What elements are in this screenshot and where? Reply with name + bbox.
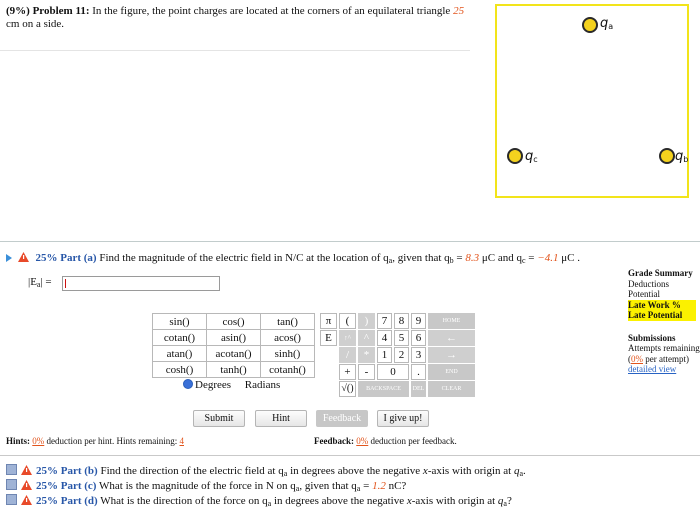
hints-label: Hints:	[6, 436, 31, 446]
part-a-text: Find the magnitude of the electric field in N/C at the location of q	[99, 252, 389, 264]
part-a-label: 25% Part (a)	[35, 252, 97, 264]
charge-b-marker	[659, 148, 675, 164]
part-divider	[0, 241, 700, 242]
key-7[interactable]: 7	[377, 313, 392, 329]
part-b-text: Find the direction of the electric field at q	[100, 465, 284, 477]
grade-sidebar	[628, 268, 700, 375]
book-icon	[6, 464, 17, 475]
late-potential-label: Late Potential	[628, 310, 696, 321]
part-c-question[interactable]: 25% Part (c) What is the magnitude of the force in N on $q_a$, given that $q_a = 1.2$ nC?	[6, 479, 406, 493]
problem-text: In the figure, the point charges are located at the corners of an equilateral triangle	[92, 5, 451, 17]
key-3[interactable]: 3	[411, 347, 426, 363]
key-pi[interactable]: π	[320, 313, 337, 329]
hint-button[interactable]: Hint	[255, 410, 307, 427]
func-acotan[interactable]: acotan()	[207, 346, 261, 362]
part-d-question[interactable]: 25% Part (d) What is the direction of the force on $q_a$ in degrees above the negative x-axis with origin at $q_a$?	[6, 494, 512, 508]
header-divider	[0, 50, 470, 51]
key-end[interactable]: END	[428, 364, 475, 380]
func-acos[interactable]: acos()	[261, 330, 315, 346]
key-0[interactable]: 0	[377, 364, 409, 380]
charge-c-label: qc	[525, 149, 538, 164]
late-work-label: Late Work %	[628, 300, 696, 311]
key-6[interactable]: 6	[411, 330, 426, 346]
part-b-label: 25% Part (b)	[36, 465, 98, 477]
key-home[interactable]: HOME	[428, 313, 475, 329]
func-cotanh[interactable]: cotanh()	[261, 362, 315, 378]
eq-sign: =	[453, 252, 466, 264]
sub-b: b	[449, 256, 454, 265]
hints-text: deduction per hint. Hints remaining:	[46, 436, 178, 446]
book-icon	[6, 479, 17, 490]
qa-value: 1.2	[372, 480, 386, 492]
side-value: 25	[453, 5, 465, 17]
warning-icon	[21, 465, 32, 475]
potential-label: Potential	[628, 289, 660, 299]
key-multiply[interactable]: *	[358, 347, 375, 363]
key-divide[interactable]: /	[339, 347, 356, 363]
func-cotan[interactable]: cotan()	[153, 330, 207, 346]
func-asin[interactable]: asin()	[207, 330, 261, 346]
func-cos[interactable]: cos()	[207, 314, 261, 330]
degrees-label: Degrees	[195, 379, 232, 391]
deductions-label: Deductions	[628, 278, 669, 289]
hints-pct: 0%	[32, 436, 45, 446]
qb-value: 8.3	[465, 252, 480, 264]
part-d-label: 25% Part (d)	[36, 495, 98, 507]
func-cosh[interactable]: cosh()	[153, 362, 207, 378]
key-del[interactable]: DEL	[411, 381, 426, 397]
key-4[interactable]: 4	[377, 330, 392, 346]
func-atan[interactable]: atan()	[153, 346, 207, 362]
part-a-question	[6, 252, 580, 265]
detailed-view-link[interactable]: detailed view	[628, 364, 677, 374]
qc-value: −4.1	[537, 252, 559, 264]
key-sqrt[interactable]: √()	[339, 381, 356, 397]
hints-remaining: 4	[179, 436, 184, 446]
key-rparen[interactable]: )	[358, 313, 375, 329]
part-c-label: 25% Part (c)	[36, 480, 97, 492]
func-sin[interactable]: sin()	[153, 314, 207, 330]
warning-icon	[18, 252, 29, 262]
sub-a: a	[388, 256, 393, 265]
key-left-arrow[interactable]: ←	[428, 330, 475, 346]
submissions-title: Submissions	[628, 332, 676, 343]
charge-a-label: qa	[600, 16, 614, 31]
problem-statement	[6, 5, 476, 31]
key-dot[interactable]: .	[411, 364, 426, 380]
key-backspace[interactable]: BACKSPACE	[358, 381, 409, 397]
answer-label: $|E_a|$ =	[28, 276, 52, 289]
radians-label[interactable]: Radians	[244, 379, 281, 391]
attempts-label: Attempts remaining	[628, 343, 700, 353]
key-clear[interactable]: CLEAR	[428, 381, 475, 397]
part-b-question[interactable]: 25% Part (b) Find the direction of the electric field at $q_a$ in degrees above the negative x-axis with origin at $q_a$.	[6, 464, 526, 478]
part-d-text: What is the direction of the force on q	[100, 495, 268, 507]
warning-icon	[21, 495, 32, 505]
func-tanh[interactable]: tanh()	[207, 362, 261, 378]
problem-weight: (9%)	[6, 5, 30, 17]
key-1[interactable]: 1	[377, 347, 392, 363]
func-tan[interactable]: tan()	[261, 314, 315, 330]
eq-sign-2: =	[525, 252, 538, 264]
key-right-arrow[interactable]: →	[428, 347, 475, 363]
key-8[interactable]: 8	[394, 313, 409, 329]
hints-info	[6, 436, 184, 446]
key-2[interactable]: 2	[394, 347, 409, 363]
key-9[interactable]: 9	[411, 313, 426, 329]
part-c-text: What is the magnitude of the force in N on q	[99, 480, 296, 492]
charge-b-label: qb	[675, 149, 689, 164]
feedback-label: Feedback:	[314, 436, 354, 446]
func-sinh[interactable]: sinh()	[261, 346, 315, 362]
grade-summary-title: Grade Summary	[628, 268, 693, 278]
key-e[interactable]: E	[320, 330, 337, 346]
triangle-figure	[495, 4, 689, 198]
charge-a-marker	[582, 17, 598, 33]
part-a-text3: μC and q	[479, 252, 522, 264]
charge-c-marker	[507, 148, 523, 164]
key-5[interactable]: 5	[394, 330, 409, 346]
problem-text-end: cm on a side.	[6, 18, 65, 30]
answer-input[interactable]	[62, 276, 220, 291]
feedback-pct: 0%	[356, 436, 369, 446]
key-lparen[interactable]: (	[339, 313, 356, 329]
sub-c: c	[521, 256, 526, 265]
part-a-text2: , given that q	[392, 252, 450, 264]
book-icon	[6, 494, 17, 505]
section-divider	[0, 455, 700, 456]
part-a-text4: μC .	[558, 252, 580, 264]
per-attempt-line: (0% per attempt)	[628, 353, 689, 364]
key-up[interactable]: ↑^	[339, 330, 356, 346]
feedback-text: deduction per feedback.	[370, 436, 457, 446]
problem-number: Problem 11:	[32, 5, 90, 17]
feedback-info	[314, 436, 457, 446]
give-up-button[interactable]: I give up!	[377, 410, 429, 427]
warning-icon	[21, 480, 32, 490]
feedback-button[interactable]: Feedback	[316, 410, 368, 427]
function-table	[152, 313, 315, 378]
key-plus[interactable]: +	[339, 364, 356, 380]
submit-button[interactable]: Submit	[193, 410, 245, 427]
key-caret[interactable]: ^	[358, 330, 375, 346]
expand-arrow-icon[interactable]	[6, 254, 12, 262]
degrees-radio[interactable]	[183, 379, 193, 389]
angle-mode	[183, 379, 280, 391]
key-minus[interactable]: -	[358, 364, 375, 380]
